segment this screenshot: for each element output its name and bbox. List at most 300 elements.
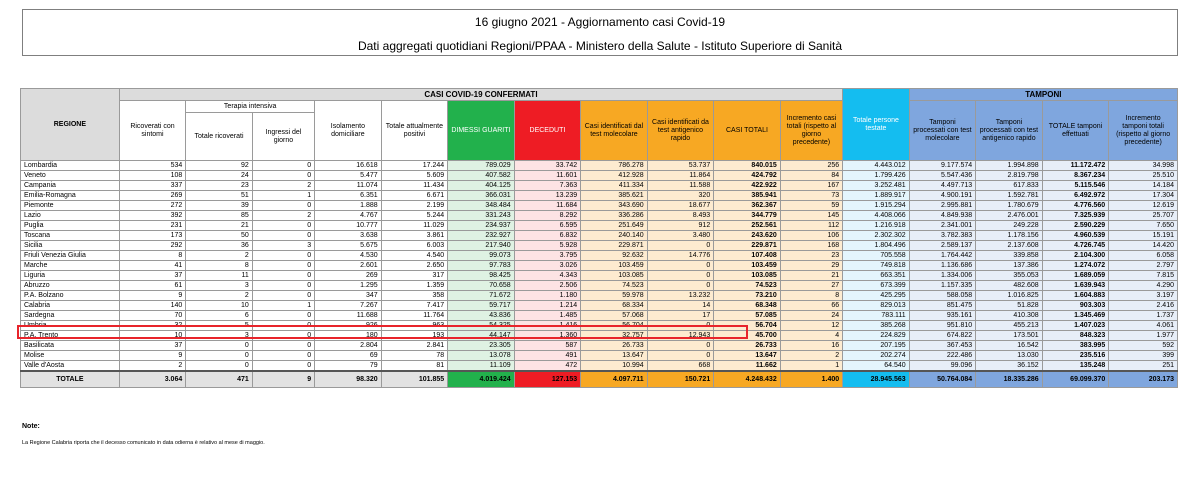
data-cell: 249.228 <box>976 221 1043 231</box>
data-cell: 7.417 <box>381 301 448 311</box>
data-cell: 34.998 <box>1109 161 1178 171</box>
data-cell: 207.195 <box>843 341 910 351</box>
data-cell: 399 <box>1109 351 1178 361</box>
data-cell: 73 <box>780 191 842 201</box>
header-ingressi: Ingressi del giorno <box>252 113 314 161</box>
data-cell: 674.822 <box>909 331 976 341</box>
data-cell: 2.506 <box>514 281 581 291</box>
data-cell: 7.650 <box>1109 221 1178 231</box>
data-cell: 235.516 <box>1042 351 1109 361</box>
data-cell: 343.690 <box>581 201 648 211</box>
data-cell: 234.937 <box>448 221 515 231</box>
data-cell: 272 <box>119 201 186 211</box>
header-tamponi-antigenico: Tamponi processati con test antigenico rapido <box>976 101 1043 161</box>
data-cell: 11.684 <box>514 201 581 211</box>
data-cell: 331.243 <box>448 211 515 221</box>
data-cell: 11.172.472 <box>1042 161 1109 171</box>
data-cell: 2.819.798 <box>976 171 1043 181</box>
data-cell: 5.928 <box>514 241 581 251</box>
data-cell: 99.096 <box>909 361 976 372</box>
data-cell: 3.638 <box>315 231 382 241</box>
total-cell: 4.019.424 <box>448 371 515 388</box>
data-cell: 13.647 <box>581 351 648 361</box>
data-cell: 11.434 <box>381 181 448 191</box>
data-cell: 6.832 <box>514 231 581 241</box>
data-cell: 0 <box>647 261 714 271</box>
data-cell: 39 <box>186 201 253 211</box>
data-cell: 79 <box>315 361 382 372</box>
data-cell: 1.334.006 <box>909 271 976 281</box>
data-cell: 13.078 <box>448 351 515 361</box>
table-row <box>21 261 1178 271</box>
region-name-cell: Valle d'Aosta <box>21 361 120 372</box>
data-cell: 1.804.496 <box>843 241 910 251</box>
data-cell: 1.180 <box>514 291 581 301</box>
data-cell: 27 <box>780 281 842 291</box>
data-cell: 0 <box>186 341 253 351</box>
data-cell: 14.776 <box>647 251 714 261</box>
data-cell: 51 <box>186 191 253 201</box>
data-cell: 3.026 <box>514 261 581 271</box>
data-cell: 61 <box>119 281 186 291</box>
data-cell: 4.408.066 <box>843 211 910 221</box>
data-cell: 4.776.560 <box>1042 201 1109 211</box>
region-name-cell: Calabria <box>21 301 120 311</box>
data-cell: 2.797 <box>1109 261 1178 271</box>
region-name-cell: Basilicata <box>21 341 120 351</box>
data-cell: 404.125 <box>448 181 515 191</box>
data-cell: 59.717 <box>448 301 515 311</box>
data-cell: 0 <box>252 231 314 241</box>
data-cell: 848.323 <box>1042 331 1109 341</box>
data-cell: 202.274 <box>843 351 910 361</box>
region-name-cell: Veneto <box>21 171 120 181</box>
data-cell: 482.608 <box>976 281 1043 291</box>
table-row <box>21 291 1178 301</box>
data-cell: 410.308 <box>976 311 1043 321</box>
data-cell: 26.733 <box>581 341 648 351</box>
data-cell: 103.459 <box>714 261 781 271</box>
data-cell: 588.058 <box>909 291 976 301</box>
region-name-cell: P.A. Bolzano <box>21 291 120 301</box>
data-cell: 106 <box>780 231 842 241</box>
data-cell: 411.334 <box>581 181 648 191</box>
data-cell: 36.152 <box>976 361 1043 372</box>
data-cell: 66 <box>780 301 842 311</box>
total-cell: 4.097.711 <box>581 371 648 388</box>
data-cell: 1.345.469 <box>1042 311 1109 321</box>
table-row <box>21 311 1178 321</box>
data-cell: 1.994.898 <box>976 161 1043 171</box>
data-cell: 108 <box>119 171 186 181</box>
data-cell: 217.940 <box>448 241 515 251</box>
data-cell: 7.325.939 <box>1042 211 1109 221</box>
data-cell: 11.601 <box>514 171 581 181</box>
data-cell: 11 <box>186 271 253 281</box>
total-cell: 28.945.563 <box>843 371 910 388</box>
data-cell: 14.420 <box>1109 241 1178 251</box>
data-cell: 587 <box>514 341 581 351</box>
total-cell: 1.400 <box>780 371 842 388</box>
data-cell: 269 <box>315 271 382 281</box>
data-cell: 11.662 <box>714 361 781 372</box>
table-row <box>21 191 1178 201</box>
data-cell: 13.232 <box>647 291 714 301</box>
data-cell: 167 <box>780 181 842 191</box>
data-cell: 2.137.608 <box>976 241 1043 251</box>
data-cell: 84 <box>780 171 842 181</box>
page-title: 16 giugno 2021 - Aggiornamento casi Covid-19 <box>474 15 726 29</box>
data-cell: 663.351 <box>843 271 910 281</box>
data-cell: 2 <box>119 361 186 372</box>
data-cell: 425.295 <box>843 291 910 301</box>
data-cell: 14 <box>647 301 714 311</box>
data-cell: 0 <box>252 341 314 351</box>
data-cell: 25.707 <box>1109 211 1178 221</box>
data-cell: 412.928 <box>581 171 648 181</box>
data-cell: 4.900.191 <box>909 191 976 201</box>
data-cell: 6.671 <box>381 191 448 201</box>
data-cell: 0 <box>252 161 314 171</box>
data-cell: 222.486 <box>909 351 976 361</box>
header-casi-totali: CASI TOTALI <box>714 101 781 161</box>
data-cell: 13.239 <box>514 191 581 201</box>
data-cell: 1.689.059 <box>1042 271 1109 281</box>
data-cell: 840.015 <box>714 161 781 171</box>
total-cell: 4.248.432 <box>714 371 781 388</box>
data-cell: 24 <box>780 311 842 321</box>
data-cell: 54.325 <box>448 321 515 331</box>
data-cell: 1 <box>252 301 314 311</box>
data-cell: 29 <box>780 261 842 271</box>
data-cell: 269 <box>119 191 186 201</box>
table-row <box>21 331 1178 341</box>
data-cell: 592 <box>1109 341 1178 351</box>
data-cell: 26.733 <box>714 341 781 351</box>
data-cell: 10.994 <box>581 361 648 372</box>
data-cell: 229.871 <box>581 241 648 251</box>
data-cell: 1.799.426 <box>843 171 910 181</box>
table-row <box>21 271 1178 281</box>
data-cell: 51.828 <box>976 301 1043 311</box>
data-cell: 963 <box>381 321 448 331</box>
data-cell: 1.604.883 <box>1042 291 1109 301</box>
data-cell: 2.995.881 <box>909 201 976 211</box>
header-persone-testate: Totale persone testate <box>843 89 910 161</box>
data-cell: 36 <box>186 241 253 251</box>
total-cell: 9 <box>252 371 314 388</box>
table-row <box>21 351 1178 361</box>
total-label-cell: TOTALE <box>21 371 120 388</box>
data-cell: 4.443.012 <box>843 161 910 171</box>
data-cell: 422.922 <box>714 181 781 191</box>
data-cell: 0 <box>647 321 714 331</box>
data-cell: 92.632 <box>581 251 648 261</box>
data-cell: 12 <box>780 321 842 331</box>
data-cell: 59.978 <box>581 291 648 301</box>
data-cell: 11.029 <box>381 221 448 231</box>
data-cell: 168 <box>780 241 842 251</box>
region-name-cell: Toscana <box>21 231 120 241</box>
data-cell: 229.871 <box>714 241 781 251</box>
data-cell: 5.609 <box>381 171 448 181</box>
region-name-cell: Emilia-Romagna <box>21 191 120 201</box>
data-cell: 232.927 <box>448 231 515 241</box>
data-cell: 1.157.335 <box>909 281 976 291</box>
data-cell: 339.858 <box>976 251 1043 261</box>
data-cell: 4.767 <box>315 211 382 221</box>
data-cell: 251.649 <box>581 221 648 231</box>
data-cell: 2.476.001 <box>976 211 1043 221</box>
data-cell: 11.688 <box>315 311 382 321</box>
table-row <box>21 231 1178 241</box>
data-cell: 1.639.943 <box>1042 281 1109 291</box>
data-cell: 3 <box>186 331 253 341</box>
region-name-cell: Lombardia <box>21 161 120 171</box>
page-subtitle: Dati aggregati quotidiani Regioni/PPAA - Ministero della Salute - Istituto Superiore di Sanità <box>357 39 843 53</box>
data-cell: 8.292 <box>514 211 581 221</box>
data-cell: 140 <box>119 301 186 311</box>
data-cell: 912 <box>647 221 714 231</box>
data-cell: 4.960.539 <box>1042 231 1109 241</box>
data-cell: 5.675 <box>315 241 382 251</box>
data-cell: 424.792 <box>714 171 781 181</box>
table-row <box>21 171 1178 181</box>
data-cell: 347 <box>315 291 382 301</box>
data-cell: 385.941 <box>714 191 781 201</box>
data-cell: 0 <box>186 361 253 372</box>
data-cell: 8.493 <box>647 211 714 221</box>
header-band-tamponi: TAMPONI <box>909 89 1177 101</box>
data-cell: 2.302.302 <box>843 231 910 241</box>
data-cell: 1.407.023 <box>1042 321 1109 331</box>
data-cell: 240.140 <box>581 231 648 241</box>
data-cell: 50 <box>186 231 253 241</box>
data-cell: 705.558 <box>843 251 910 261</box>
data-cell: 11.109 <box>448 361 515 372</box>
data-cell: 32 <box>119 321 186 331</box>
data-cell: 11.764 <box>381 311 448 321</box>
table-row <box>21 181 1178 191</box>
data-cell: 2.590.229 <box>1042 221 1109 231</box>
data-cell: 0 <box>647 281 714 291</box>
data-cell: 10 <box>186 301 253 311</box>
data-cell: 8 <box>780 291 842 301</box>
data-cell: 16.542 <box>976 341 1043 351</box>
data-cell: 44.147 <box>448 331 515 341</box>
data-cell: 57.068 <box>581 311 648 321</box>
header-casi-antigenico: Casi identificati da test antigenico rapido <box>647 101 714 161</box>
data-cell: 135.248 <box>1042 361 1109 372</box>
data-cell: 292 <box>119 241 186 251</box>
region-name-cell: Puglia <box>21 221 120 231</box>
data-cell: 251 <box>1109 361 1178 372</box>
header-regione: REGIONE <box>21 89 120 161</box>
data-cell: 17 <box>647 311 714 321</box>
data-cell: 392 <box>119 211 186 221</box>
data-cell: 455.213 <box>976 321 1043 331</box>
data-cell: 11.864 <box>647 171 714 181</box>
data-cell: 2.199 <box>381 201 448 211</box>
region-name-cell: Friuli Venezia Giulia <box>21 251 120 261</box>
data-cell: 0 <box>252 201 314 211</box>
data-cell: 37 <box>119 271 186 281</box>
data-cell: 9 <box>119 351 186 361</box>
data-cell: 2.589.137 <box>909 241 976 251</box>
region-name-cell: Sardegna <box>21 311 120 321</box>
data-cell: 180 <box>315 331 382 341</box>
data-cell: 8 <box>186 261 253 271</box>
data-cell: 12.619 <box>1109 201 1178 211</box>
region-name-cell: Piemonte <box>21 201 120 211</box>
data-cell: 336.286 <box>581 211 648 221</box>
data-cell: 534 <box>119 161 186 171</box>
header-ricoverati: Ricoverati con sintomi <box>119 101 186 161</box>
data-cell: 4.540 <box>381 251 448 261</box>
data-cell: 358 <box>381 291 448 301</box>
region-name-cell: Marche <box>21 261 120 271</box>
data-cell: 829.013 <box>843 301 910 311</box>
data-cell: 4.343 <box>514 271 581 281</box>
data-cell: 0 <box>252 351 314 361</box>
data-cell: 1.136.686 <box>909 261 976 271</box>
data-cell: 1 <box>780 361 842 372</box>
region-name-cell: Campania <box>21 181 120 191</box>
data-cell: 71.672 <box>448 291 515 301</box>
data-cell: 2.804 <box>315 341 382 351</box>
data-cell: 367.453 <box>909 341 976 351</box>
table-row <box>21 201 1178 211</box>
region-name-cell: P.A. Trento <box>21 331 120 341</box>
total-cell: 18.335.286 <box>976 371 1043 388</box>
data-cell: 472 <box>514 361 581 372</box>
data-cell: 6.003 <box>381 241 448 251</box>
data-cell: 2 <box>780 351 842 361</box>
data-cell: 32.757 <box>581 331 648 341</box>
region-name-cell: Umbria <box>21 321 120 331</box>
data-cell: 256 <box>780 161 842 171</box>
data-cell: 491 <box>514 351 581 361</box>
data-cell: 2 <box>252 181 314 191</box>
data-cell: 1.216.918 <box>843 221 910 231</box>
data-cell: 17.304 <box>1109 191 1178 201</box>
data-cell: 45.700 <box>714 331 781 341</box>
data-cell: 903.303 <box>1042 301 1109 311</box>
table-row <box>21 251 1178 261</box>
data-cell: 2.416 <box>1109 301 1178 311</box>
data-cell: 0 <box>252 261 314 271</box>
data-cell: 6 <box>186 311 253 321</box>
data-cell: 74.523 <box>581 281 648 291</box>
data-cell: 5.547.436 <box>909 171 976 181</box>
data-cell: 0 <box>252 291 314 301</box>
data-cell: 92 <box>186 161 253 171</box>
data-cell: 0 <box>252 171 314 181</box>
data-cell: 1 <box>252 191 314 201</box>
data-cell: 73.210 <box>714 291 781 301</box>
data-cell: 78 <box>381 351 448 361</box>
data-cell: 243.620 <box>714 231 781 241</box>
data-cell: 74.523 <box>714 281 781 291</box>
data-cell: 23.305 <box>448 341 515 351</box>
table-row <box>21 361 1178 372</box>
table-row <box>21 221 1178 231</box>
data-cell: 68.348 <box>714 301 781 311</box>
data-cell: 13.647 <box>714 351 781 361</box>
data-cell: 749.818 <box>843 261 910 271</box>
data-cell: 783.111 <box>843 311 910 321</box>
data-cell: 4.290 <box>1109 281 1178 291</box>
data-cell: 107.408 <box>714 251 781 261</box>
data-cell: 2.601 <box>315 261 382 271</box>
data-cell: 145 <box>780 211 842 221</box>
data-cell: 0 <box>252 311 314 321</box>
data-cell: 23 <box>186 181 253 191</box>
region-name-cell: Abruzzo <box>21 281 120 291</box>
data-cell: 366.031 <box>448 191 515 201</box>
total-cell: 203.173 <box>1109 371 1178 388</box>
data-cell: 1.359 <box>381 281 448 291</box>
header-casi-molecolare: Casi identificati dal test molecolare <box>581 101 648 161</box>
data-cell: 383.995 <box>1042 341 1109 351</box>
data-cell: 43.836 <box>448 311 515 321</box>
total-cell: 150.721 <box>647 371 714 388</box>
region-name-cell: Lazio <box>21 211 120 221</box>
data-cell: 0 <box>252 251 314 261</box>
data-cell: 385.268 <box>843 321 910 331</box>
data-cell: 3 <box>252 241 314 251</box>
data-cell: 4.061 <box>1109 321 1178 331</box>
data-cell: 1.915.294 <box>843 201 910 211</box>
data-cell: 0 <box>647 341 714 351</box>
data-cell: 2.341.001 <box>909 221 976 231</box>
data-cell: 7.267 <box>315 301 382 311</box>
data-cell: 137.386 <box>976 261 1043 271</box>
data-cell: 1.780.679 <box>976 201 1043 211</box>
table-row <box>21 341 1178 351</box>
header-tamponi-molecolare: Tamponi processati con test molecolare <box>909 101 976 161</box>
data-cell: 1.737 <box>1109 311 1178 321</box>
data-cell: 13.030 <box>976 351 1043 361</box>
data-cell: 56.704 <box>714 321 781 331</box>
data-cell: 10 <box>119 331 186 341</box>
total-cell: 98.320 <box>315 371 382 388</box>
data-cell: 0 <box>252 331 314 341</box>
data-cell: 3.197 <box>1109 291 1178 301</box>
data-cell: 3.795 <box>514 251 581 261</box>
table-row <box>21 211 1178 221</box>
data-cell: 23 <box>780 251 842 261</box>
data-cell: 103.085 <box>581 271 648 281</box>
data-cell: 673.399 <box>843 281 910 291</box>
data-cell: 193 <box>381 331 448 341</box>
header-incremento-casi: Incremento casi totali (rispetto al giorno precedente) <box>780 101 842 161</box>
data-cell: 10.777 <box>315 221 382 231</box>
header-deceduti: DECEDUTI <box>514 101 581 161</box>
data-cell: 21 <box>186 221 253 231</box>
data-cell: 0 <box>647 351 714 361</box>
data-cell: 9.177.574 <box>909 161 976 171</box>
table-row <box>21 321 1178 331</box>
data-cell: 173 <box>119 231 186 241</box>
header-positivi: Totale attualmente positivi <box>381 101 448 161</box>
data-cell: 33.742 <box>514 161 581 171</box>
data-cell: 85 <box>186 211 253 221</box>
data-cell: 348.484 <box>448 201 515 211</box>
data-cell: 317 <box>381 271 448 281</box>
table-row <box>21 281 1178 291</box>
data-cell: 14.184 <box>1109 181 1178 191</box>
